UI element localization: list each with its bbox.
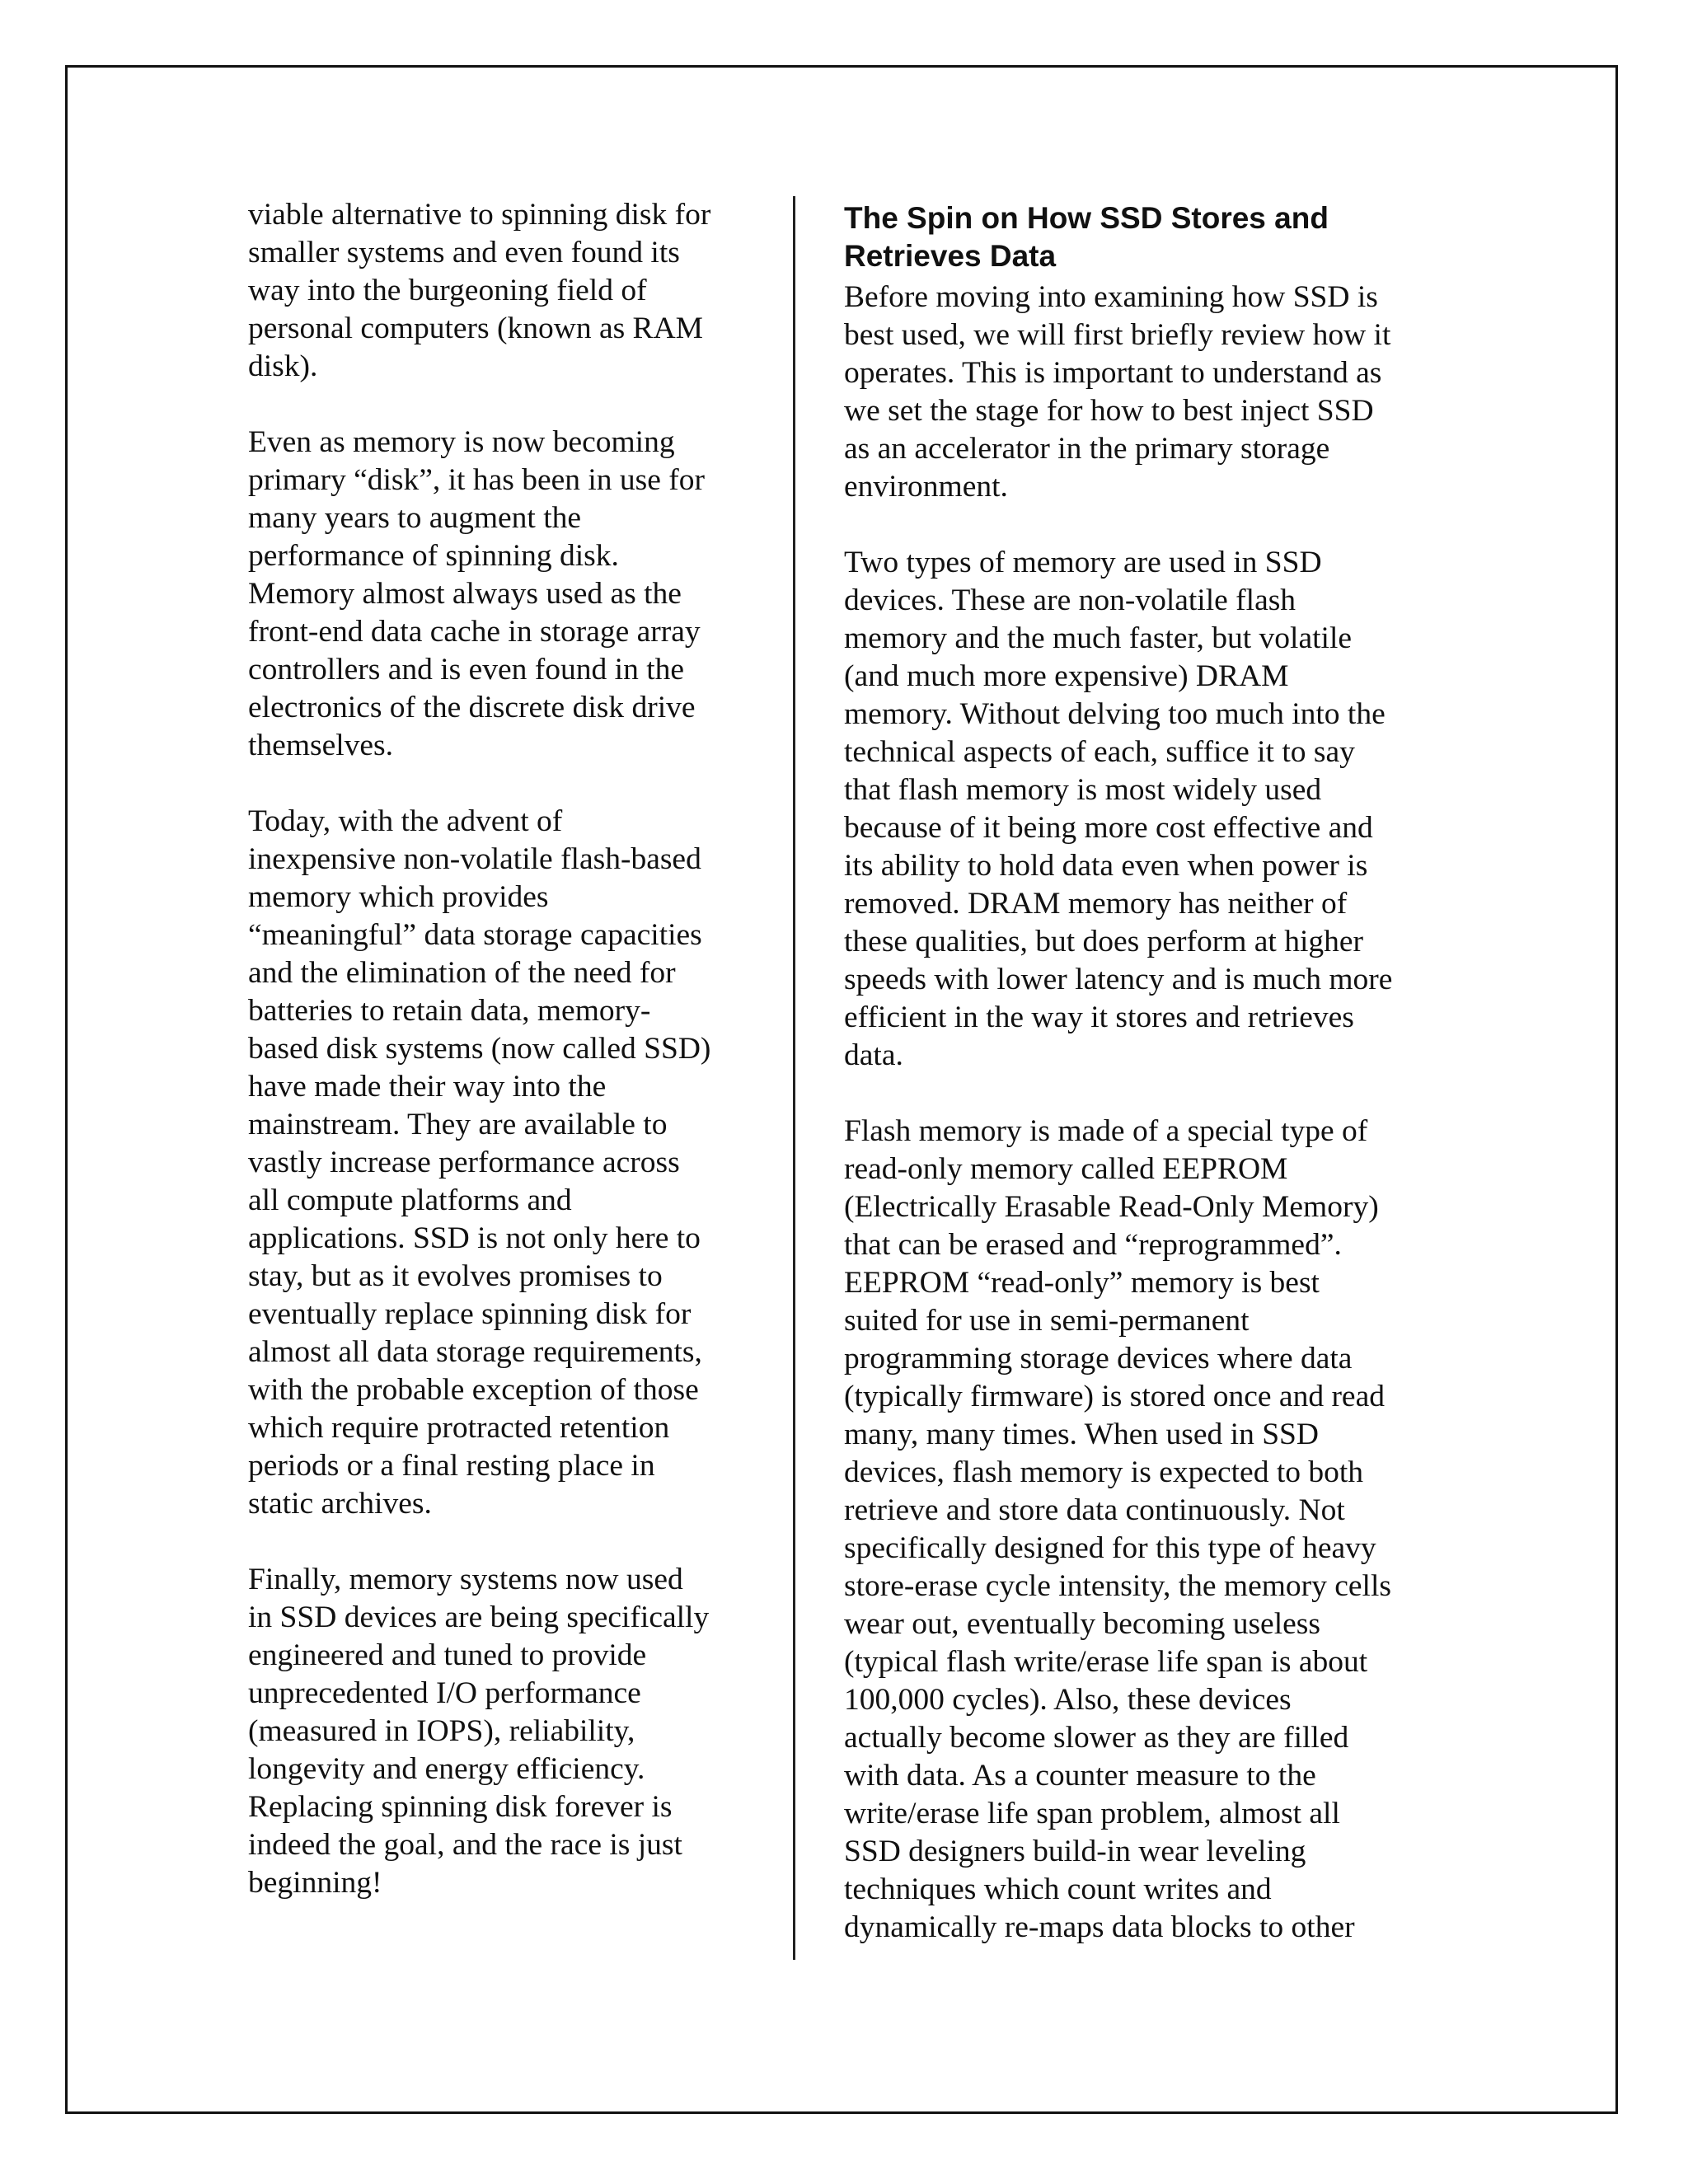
text-line: efficient in the way it stores and retrieves [844, 1001, 1354, 1034]
text-line: primary “disk”, it has been in use for [248, 463, 706, 497]
heading-line: Retrieves Data [844, 239, 1057, 273]
text-line: static archives. [248, 1487, 432, 1521]
text-line: personal computers (known as RAM [248, 312, 703, 345]
column-divider [793, 196, 795, 1960]
text-line: batteries to retain data, memory- [248, 994, 651, 1028]
text-line: wear out, eventually becoming useless [844, 1607, 1320, 1641]
text-line: memory. Without delving too much into the [844, 697, 1386, 731]
text-line: and the elimination of the need for [248, 956, 676, 990]
text-line: based disk systems (now called SSD) [248, 1032, 711, 1066]
text-line: performance of spinning disk. [248, 539, 619, 573]
text-line: with data. As a counter measure to the [844, 1759, 1316, 1793]
text-line: “meaningful” data storage capacities [248, 918, 702, 952]
text-line: have made their way into the [248, 1070, 607, 1104]
section-heading [844, 199, 1437, 275]
text-line: data. [844, 1038, 903, 1072]
left-column [248, 196, 759, 1940]
text-line: actually become slower as they are filled [844, 1721, 1349, 1755]
text-line: environment. [844, 470, 1008, 504]
text-line: stay, but as it evolves promises to [248, 1259, 663, 1293]
text-line: dynamically re-maps data blocks to other [844, 1910, 1355, 1944]
text-line: electronics of the discrete disk drive [248, 691, 696, 724]
text-line: mainstream. They are available to [248, 1108, 668, 1141]
text-line: because of it being more cost effective and [844, 811, 1373, 845]
text-line: eventually replace spinning disk for [248, 1297, 692, 1331]
text-line: that flash memory is most widely used [844, 773, 1322, 807]
text-line: Two types of memory are used in SSD [844, 546, 1322, 579]
text-line: as an accelerator in the primary storage [844, 432, 1330, 466]
text-line: 100,000 cycles). Also, these devices [844, 1683, 1292, 1717]
text-line: applications. SSD is not only here to [248, 1221, 701, 1255]
text-line: many, many times. When used in SSD [844, 1418, 1319, 1451]
text-line: techniques which count writes and [844, 1872, 1272, 1906]
text-line: disk). [248, 349, 318, 383]
text-line: Finally, memory systems now used [248, 1563, 683, 1596]
text-line: Before moving into examining how SSD is [844, 280, 1378, 314]
text-line: Today, with the advent of [248, 804, 563, 838]
paragraph [248, 424, 759, 765]
text-line: in SSD devices are being specifically [248, 1601, 710, 1634]
paragraph [248, 196, 759, 386]
text-line: vastly increase performance across [248, 1146, 680, 1179]
text-line: read-only memory called EEPROM [844, 1152, 1288, 1186]
text-line: (measured in IOPS), reliability, [248, 1714, 635, 1748]
text-line: (and much more expensive) DRAM [844, 659, 1289, 693]
text-line: which require protracted retention [248, 1411, 670, 1445]
text-line: removed. DRAM memory has neither of [844, 887, 1348, 921]
text-line: periods or a final resting place in [248, 1449, 655, 1483]
text-line: specifically designed for this type of heavy [844, 1531, 1376, 1565]
text-line: EEPROM “read-only” memory is best [844, 1266, 1320, 1300]
text-line: write/erase life span problem, almost all [844, 1797, 1340, 1830]
text-line: (typical flash write/erase life span is about [844, 1645, 1368, 1679]
text-line: SSD designers build-in wear leveling [844, 1835, 1306, 1868]
text-line: suited for use in semi-permanent [844, 1304, 1250, 1338]
text-line: Flash memory is made of a special type of [844, 1114, 1368, 1148]
text-line: speeds with lower latency and is much more [844, 963, 1393, 996]
text-line: technical aspects of each, suffice it to say [844, 735, 1355, 769]
text-line: longevity and energy efficiency. [248, 1752, 645, 1786]
heading-line: The Spin on How SSD Stores and [844, 201, 1329, 235]
text-line: programming storage devices where data [844, 1342, 1353, 1376]
text-line: these qualities, but does perform at higher [844, 925, 1364, 958]
text-line: beginning! [248, 1866, 382, 1900]
paragraph [248, 803, 759, 1523]
text-line: all compute platforms and [248, 1183, 572, 1217]
text-line: devices. These are non-volatile flash [844, 583, 1296, 617]
text-line: front-end data cache in storage array [248, 615, 701, 649]
text-line: its ability to hold data even when power is [844, 849, 1368, 883]
text-line: that can be erased and “reprogrammed”. [844, 1228, 1342, 1262]
paragraph [844, 279, 1437, 506]
text-line: Even as memory is now becoming [248, 425, 675, 459]
paragraph [844, 1113, 1437, 1947]
right-column [844, 196, 1437, 1985]
text-line: (typically firmware) is stored once and read [844, 1380, 1385, 1413]
text-line: Memory almost always used as the [248, 577, 682, 611]
text-line: store-erase cycle intensity, the memory cells [844, 1569, 1391, 1603]
text-line: best used, we will first briefly review how it [844, 318, 1391, 352]
text-line: memory which provides [248, 880, 549, 914]
text-line: devices, flash memory is expected to both [844, 1455, 1364, 1489]
text-line: (Electrically Erasable Read-Only Memory) [844, 1190, 1379, 1224]
text-line: smaller systems and even found its [248, 236, 680, 269]
text-line: Replacing spinning disk forever is [248, 1790, 673, 1824]
paragraph [844, 544, 1437, 1075]
text-line: controllers and is even found in the [248, 653, 685, 687]
text-line: indeed the goal, and the race is just [248, 1828, 682, 1862]
text-line: operates. This is important to understand as [844, 356, 1382, 390]
text-line: memory and the much faster, but volatile [844, 621, 1353, 655]
text-line: way into the burgeoning field of [248, 274, 647, 307]
text-line: we set the stage for how to best inject SSD [844, 394, 1374, 428]
text-line: almost all data storage requirements, [248, 1335, 702, 1369]
text-line: unprecedented I/O performance [248, 1676, 641, 1710]
text-line: with the probable exception of those [248, 1373, 699, 1407]
text-line: inexpensive non-volatile flash-based [248, 842, 701, 876]
paragraph [248, 1561, 759, 1902]
text-line: many years to augment the [248, 501, 582, 535]
text-line: retrieve and store data continuously. Not [844, 1493, 1345, 1527]
text-line: engineered and tuned to provide [248, 1638, 647, 1672]
text-line: themselves. [248, 729, 394, 762]
text-line: viable alternative to spinning disk for [248, 198, 711, 232]
